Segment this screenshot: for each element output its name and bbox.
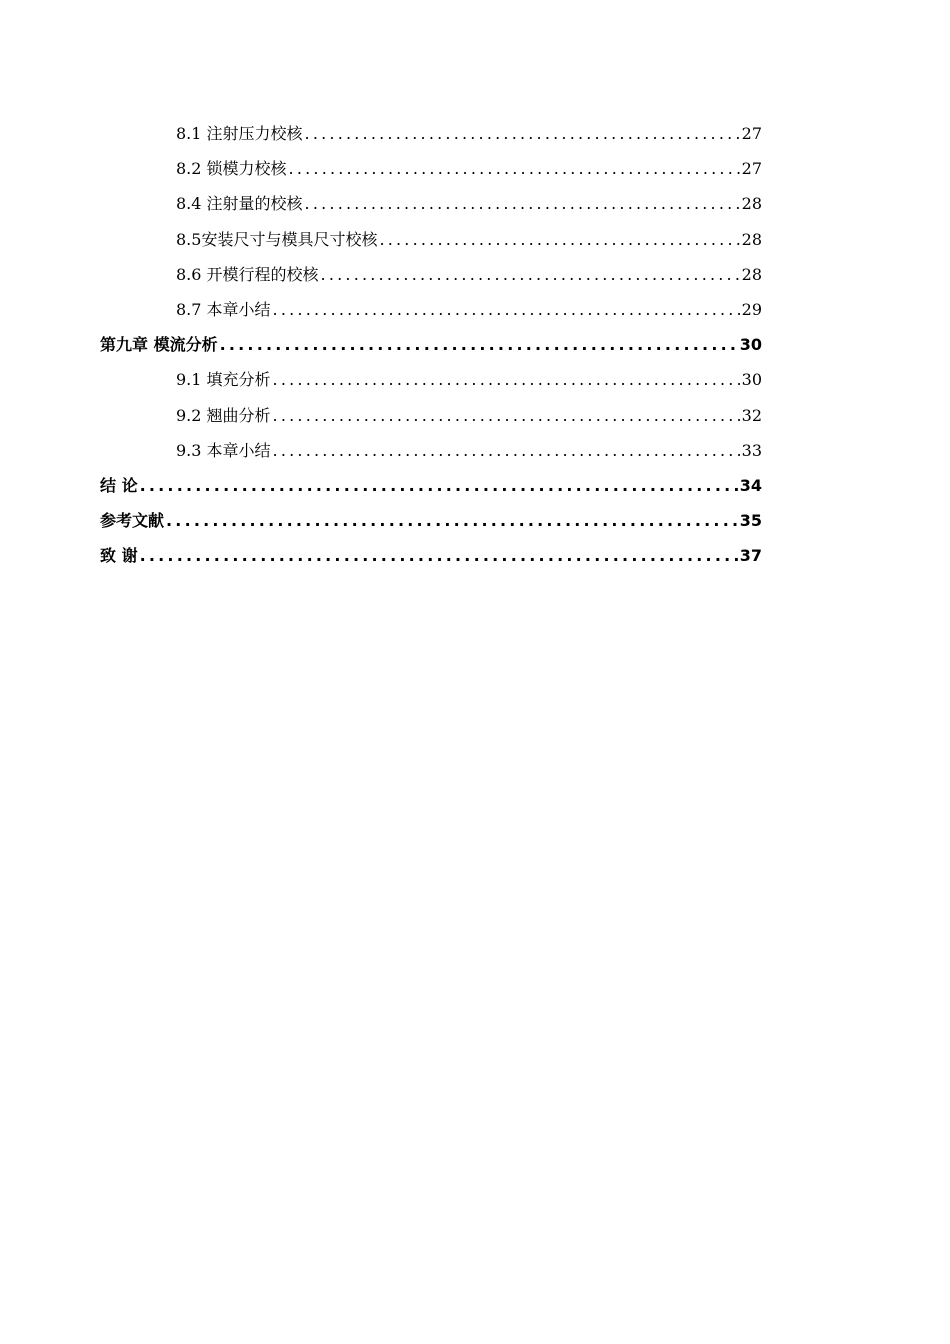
toc-leader-dots — [273, 398, 740, 433]
toc-leader-dots — [220, 327, 738, 362]
toc-leader-dots — [305, 186, 740, 221]
toc-entry-title: 第九章 模流分析 — [100, 335, 218, 355]
toc-entry-page: 37 — [739, 546, 762, 566]
toc-entry[interactable] — [100, 222, 762, 257]
toc-entry-page: 30 — [741, 370, 762, 390]
toc-entry[interactable] — [100, 257, 762, 292]
toc-entry-page: 27 — [741, 124, 762, 143]
toc-chapter-entry[interactable] — [100, 538, 762, 573]
toc-entry-page: 33 — [741, 440, 762, 460]
toc-entry[interactable] — [100, 151, 762, 186]
toc-entry-page: 35 — [739, 511, 762, 531]
toc-entry-title: 8.5安装尺寸与模具尺寸校核 — [176, 229, 378, 249]
toc-chapter-entry[interactable] — [100, 327, 762, 362]
toc-chapter-entry[interactable] — [100, 468, 762, 503]
toc-entry-page: 34 — [739, 475, 762, 495]
toc-entry-title: 9.1 填充分析 — [176, 370, 271, 390]
toc-entry-page: 29 — [741, 299, 762, 319]
toc-entry-title: 8.2 锁模力校核 — [176, 159, 287, 179]
toc-entry-page: 28 — [741, 264, 762, 284]
toc-leader-dots — [273, 362, 740, 397]
toc-leader-dots — [321, 257, 740, 292]
toc-entry-page: 30 — [739, 335, 762, 355]
toc-entry-title: 8.1 注射压力校核 — [176, 124, 303, 143]
toc-entry[interactable] — [100, 398, 762, 433]
toc-leader-dots — [289, 151, 740, 186]
toc-leader-dots — [140, 538, 738, 573]
toc-entry-page: 28 — [741, 229, 762, 249]
toc-entry-title: 9.2 翘曲分析 — [176, 405, 271, 425]
toc-entry[interactable] — [100, 186, 762, 221]
toc-entry[interactable] — [100, 433, 762, 468]
toc-entry-title: 致 谢 — [100, 546, 138, 566]
toc-leader-dots — [305, 116, 740, 151]
toc-entry-title: 9.3 本章小结 — [176, 440, 271, 460]
toc-entry-page: 28 — [741, 194, 762, 214]
toc-chapter-entry[interactable] — [100, 503, 762, 538]
toc-leader-dots — [379, 222, 739, 257]
toc-entry[interactable] — [100, 362, 762, 397]
toc-leader-dots — [140, 468, 738, 503]
toc-entry-title: 8.7 本章小结 — [176, 299, 271, 319]
toc-entry-page: 27 — [741, 159, 762, 179]
toc-entry-title: 结 论 — [100, 475, 138, 495]
toc-entry-title: 8.6 开模行程的校核 — [176, 264, 319, 284]
toc-entry-title: 参考文献 — [100, 511, 165, 531]
toc-entry-page: 32 — [741, 405, 762, 425]
toc-entry-title: 8.4 注射量的校核 — [176, 194, 303, 214]
toc-entry[interactable] — [100, 292, 762, 327]
toc-leader-dots — [273, 433, 740, 468]
toc-leader-dots — [273, 292, 740, 327]
toc-leader-dots — [166, 503, 738, 538]
table-of-contents — [100, 116, 762, 573]
toc-entry[interactable] — [100, 116, 762, 151]
